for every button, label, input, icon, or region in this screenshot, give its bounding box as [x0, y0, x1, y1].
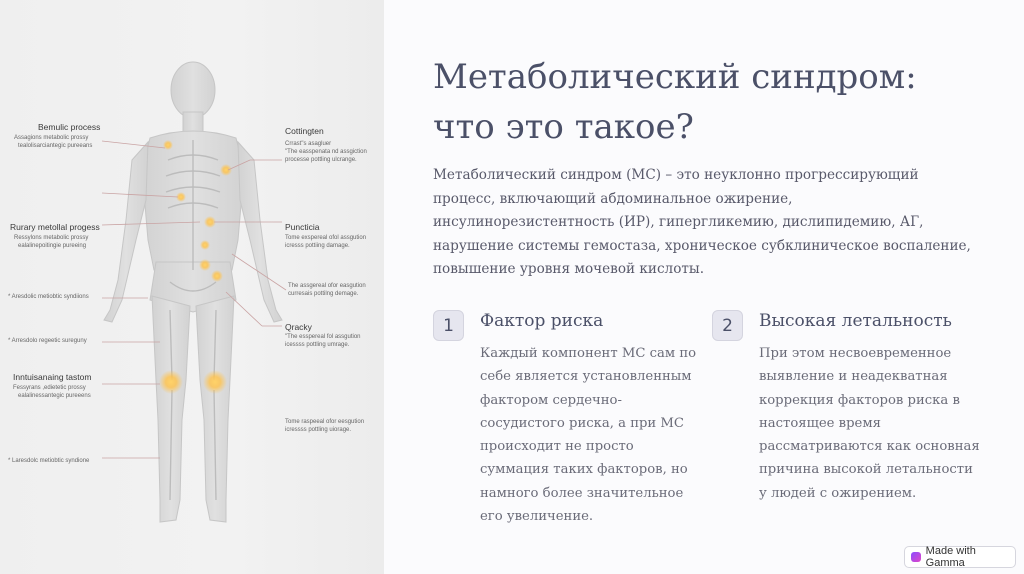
label-right-1-sub2: "The easspenata nd assgiction [285, 149, 367, 155]
card-number-badge: 2 [712, 310, 743, 341]
label-left-6: * Laresdolc metiobtic syndione [8, 458, 90, 464]
label-left-3: * Aresdolic metiobtic syndiions [8, 294, 89, 300]
label-right-1-sub1: Crrast"s asagluer [285, 141, 332, 147]
label-left-2-sub1: Ressylons metabolic prossy [14, 235, 89, 241]
label-right-3-sub2: curresais pottilng demage. [288, 291, 359, 297]
label-left-1-title: Bemulic process [38, 122, 101, 132]
label-left-5-sub2: ealalinessantegic pureeens [18, 393, 91, 399]
label-right-2-sub2: icresss pottiing damage. [285, 243, 350, 249]
label-left-1-sub2: tealolisarciantegic pureeans [18, 143, 93, 149]
label-right-2-sub1: Tome exspereal ofol assgution [285, 235, 367, 241]
label-left-5-sub1: Fessyrans ,edietetic prossy [13, 385, 86, 391]
anatomy-illustration [0, 0, 384, 574]
label-right-4-sub2: icessss pottling umrage. [285, 342, 350, 348]
made-with-gamma-label: Made with Gamma [925, 545, 976, 569]
gamma-logo-icon [911, 552, 921, 562]
label-right-4-title: Qracky [285, 322, 312, 332]
label-right-4-sub1: "The esspereal fol assgution [285, 334, 361, 340]
slide-title: Метаболический синдром: что это такое? [433, 57, 917, 147]
label-left-2-title: Rurary metollal progess [10, 222, 100, 232]
label-left-1-sub1: Assagions metabolic prossy [14, 135, 89, 141]
label-right-1-sub3: processe pottling ulcrange. [285, 157, 357, 163]
card-body: При этом несвоевременное выявление и неадекватная коррекция факторов риска в настоящее время рассматриваются как основная причина высокой летальности у людей с ожирением. [759, 346, 980, 501]
card-number-badge: 1 [433, 310, 464, 341]
card-body: Каждый компонент МС сам по себе является установленным фактором сердечно-сосудистого риска, а при МС происходит не просто суммация таких факторов, но намного более значительное его увеличение. [480, 346, 697, 525]
card-title: Высокая летальность [759, 311, 952, 331]
label-left-5-title: Inntuisanaing tastom [13, 372, 92, 382]
label-right-3-sub1: The assgereal ofor easgution [288, 283, 366, 289]
slide-intro: Метаболический синдром (МС) – это неуклонно прогрессирующий процесс, включающий абдоминальное ожирение, инсулинорезистентность (ИР), гипергликемию, дислипидемию, АГ, нарушение системы гемостаза, хроническое субклиническое воспаление, повышение уровня мочевой кислоты. [433, 167, 971, 277]
label-right-2-title: Puncticia [285, 222, 320, 232]
label-right-5-sub1: Tome raspeeal ofor eesgution [285, 419, 365, 425]
card-title: Фактор риска [480, 311, 604, 331]
label-left-4: * Arresdolo regeetic sureguny [8, 338, 87, 344]
label-left-2-sub2: ealalinepoitingie pureeing [18, 243, 87, 249]
label-right-1-title: Cottingten [285, 126, 324, 136]
made-with-gamma-button[interactable] [904, 546, 1016, 568]
label-right-5-sub2: icressss pottling uiorage. [285, 427, 352, 433]
